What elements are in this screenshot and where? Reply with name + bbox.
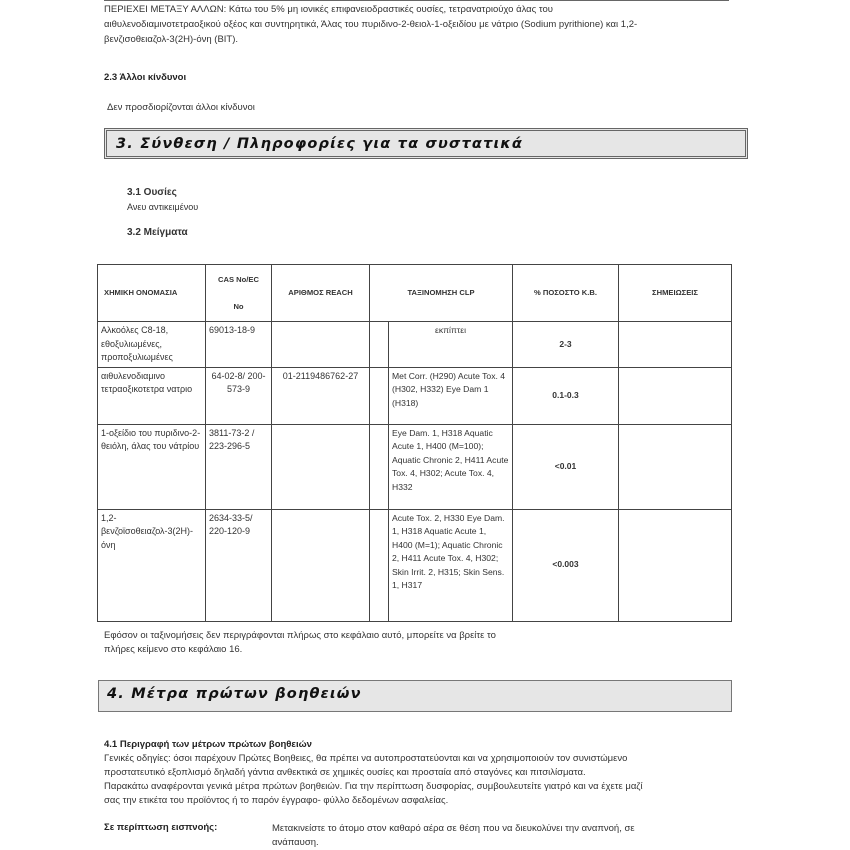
section-2-3-title: 2.3 Άλλοι κίνδυνοι xyxy=(104,72,187,83)
header-pct: % ΠΟΣΟΣΤΟ Κ.Β. xyxy=(513,265,619,322)
table-row xyxy=(98,322,732,368)
after-table-line-2: πλήρες κείμενο στο κεφάλαιο 16. xyxy=(104,644,243,655)
header-cas: CAS No/EC No xyxy=(206,265,272,322)
header-name: ΧΗΜΙΚΗ ΟΝΟΜΑΣΙΑ xyxy=(98,265,206,322)
inhalation-label: Σε περίπτωση εισπνοής: xyxy=(104,822,218,833)
cell-name: Αλκοόλες C8-18, εθοξυλιωμένες, προποξυλιωμένες xyxy=(98,322,206,368)
cell-cas: 69013-18-9 xyxy=(206,322,272,368)
cell-clp: Acute Tox. 2, H330 Eye Dam. 1, H318 Aquatic Acute 1, H400 (M=1); Aquatic Chronic 2, H411 Acute Tox. 4, H302; Skin Irrit. 2, H315; Skin Sens. 1, H317 xyxy=(389,509,513,621)
cell-pct: 2-3 xyxy=(513,322,619,368)
cell-cas: 64-02-8/ 200-573-9 xyxy=(206,367,272,424)
header-clp: ΤΑΞΙΝΟΜΗΣΗ CLP xyxy=(370,265,513,322)
cell-reach: 01-2119486762-27 xyxy=(272,367,370,424)
table-row xyxy=(98,367,732,424)
cell-cas: 3811-73-2 / 223-296-5 xyxy=(206,424,272,509)
cell-clp: εκπίπτει xyxy=(389,322,513,368)
composition-table xyxy=(97,264,732,622)
cell-name: 1-οξείδιο του πυριδινο-2-θειόλη, άλας του νάτρίου xyxy=(98,424,206,509)
inhalation-text-1: Μετακινείστε το άτομο στον καθαρό αέρα σε θέση που να διευκολύνει την αναπνοή, σε xyxy=(272,823,635,834)
cell-reach xyxy=(272,424,370,509)
table-row xyxy=(98,424,732,509)
intro-line-3: βενζισοθειαζολ-3(2Η)-όνη (BIT). xyxy=(104,34,239,45)
inhalation-text-2: ανάπαυση. xyxy=(272,837,319,848)
section-3-1-title: 3.1 Ουσίες xyxy=(127,187,177,198)
cell-spacer xyxy=(370,424,389,509)
cell-name: αιθυλενοδιαμινο τετραοξικοτετρα νατριο xyxy=(98,367,206,424)
cell-spacer xyxy=(370,509,389,621)
cell-cas: 2634-33-5/ 220-120-9 xyxy=(206,509,272,621)
cell-notes xyxy=(619,322,732,368)
table-header-row xyxy=(98,265,732,322)
cell-pct: <0.003 xyxy=(513,509,619,621)
cell-name: 1,2-βενζοϊσοθειαζολ-3(2Η)-όνη xyxy=(98,509,206,621)
section-4-heading xyxy=(98,680,732,712)
cell-clp: Eye Dam. 1, H318 Aquatic Acute 1, H400 (M=100); Aquatic Chronic 2, H411 Acute Tox. 4, H302; Acute Tox. 4, H332 xyxy=(389,424,513,509)
section-4-1-title: 4.1 Περιγραφή των μέτρων πρώτων βοηθειών xyxy=(104,739,312,750)
after-table-line-1: Εφόσον οι ταξινομήσεις δεν περιγράφονται πλήρως στο κεφάλαιο αυτό, μπορείτε να βρείτε το xyxy=(104,630,496,641)
section-3-1-text: Ανευ αντικειμένου xyxy=(127,202,199,212)
header-reach: ΑΡΙΘΜΟΣ REACH xyxy=(272,265,370,322)
section-2-3-text: Δεν προσδιορίζονται άλλοι κίνδυνοι xyxy=(107,102,255,113)
cell-spacer xyxy=(370,322,389,368)
cell-spacer xyxy=(370,367,389,424)
section-4-1-p2: προστατευτικό εξοπλισμό δηλαδή γάντια ανθεκτικά σε χημικές ουσίες και προσταία από σταγόνες και πιτσιλίσματα. xyxy=(104,767,586,778)
section-4-1-p3: Παρακάτω αναφέρονται γενικά μέτρα πρώτων βοηθειών. Για την περίπτωση δυσφορίας, συμβουλευτείτε γιατρό και να έχετε μαζί xyxy=(104,781,643,792)
top-rule xyxy=(104,0,729,1)
section-4-title: 4. Μέτρα πρώτων βοηθειών xyxy=(107,686,362,702)
intro-line-2: αιθυλενοδιαμινοτετραοξικού οξέος και συντηρητικά, Άλας του πυριδινο-2-θειολ-1-οξειδίου με νάτριο (Sodium pyrithione) και 1,2- xyxy=(104,19,638,30)
section-3-2-title: 3.2 Μείγματα xyxy=(127,227,188,238)
section-3-heading xyxy=(104,128,748,159)
cell-pct: <0.01 xyxy=(513,424,619,509)
cell-notes xyxy=(619,424,732,509)
cell-reach xyxy=(272,509,370,621)
header-notes: ΣΗΜΕΙΩΣΕΙΣ xyxy=(619,265,732,322)
table-row xyxy=(98,509,732,621)
cell-notes xyxy=(619,509,732,621)
cell-reach xyxy=(272,322,370,368)
section-4-1-p1: Γενικές οδηγίες: όσοι παρέχουν Πρώτες Βοηθειες, θα πρέπει να αυτοπροστατεύονται και να χρησιμοποιούν τον συνιστώμενο xyxy=(104,753,628,764)
section-4-1-p4: σας την ετικέτα του προϊόντος ή το παρόν έγγραφο- φύλλο δεδομένων ασφαλείας. xyxy=(104,795,449,806)
intro-line-1: ΠΕΡΙΕΧΕΙ ΜΕΤΑΞΥ ΑΛΛΩΝ: Κάτω του 5% μη ιονικές επιφανειοδραστικές ουσίες, τετρανατριούχο άλας του xyxy=(104,4,553,15)
section-3-title: 3. Σύνθεση / Πληροφορίες για τα συστατικά xyxy=(116,136,524,152)
cell-pct: 0.1-0.3 xyxy=(513,367,619,424)
cell-clp: Met Corr. (H290) Acute Tox. 4 (H302, H332) Eye Dam 1 (H318) xyxy=(389,367,513,424)
cell-notes xyxy=(619,367,732,424)
